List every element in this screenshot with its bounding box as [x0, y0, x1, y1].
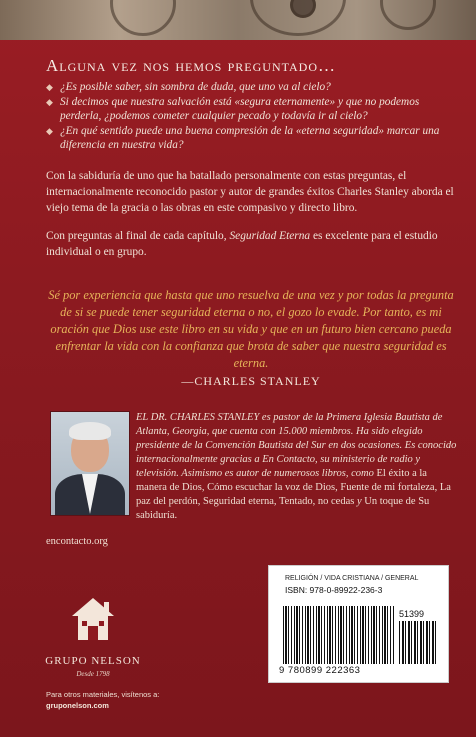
- publisher-since: Desde 1798: [76, 670, 110, 678]
- author-bio: [136, 411, 458, 523]
- more-info-text: Para otros materiales, visítenos a:: [46, 690, 160, 699]
- bio-last-book: Un toque de Su sabiduría.: [136, 496, 430, 521]
- book-title: Seguridad Eterna: [229, 230, 311, 242]
- barcode-isbn: ISBN: 978-0-89922-236-3: [285, 585, 383, 595]
- diamond-bullet-icon: ◆: [46, 97, 53, 107]
- cover-art-banner: [0, 0, 476, 40]
- house-logo-icon: [56, 594, 130, 644]
- barcode-number: 9 780899 222363: [279, 665, 361, 676]
- question-list: [46, 80, 456, 153]
- heading: Alguna vez nos hemos preguntado…: [46, 56, 336, 75]
- barcode-box: [268, 565, 449, 683]
- author-photo: [50, 411, 130, 516]
- bio-books: El éxito a la manera de Dios, Cómo escuchar la voz de Dios, Fuente de mi fortaleza, La paz del perdón, Seguridad eterna, Tentado, no cedas: [136, 468, 451, 507]
- question-text: ¿En qué sentido puede una buena compresión de la «eterna seguridad» marcar una diferencia en nuestra vida?: [60, 125, 440, 151]
- study-text-before: Con preguntas al final de cada capítulo,: [46, 230, 230, 242]
- question-item: [46, 95, 456, 123]
- barcode-addon-bars-icon: [399, 621, 437, 664]
- photo-hair: [69, 422, 111, 440]
- barcode-price-code: 51399: [399, 609, 425, 619]
- study-paragraph: [46, 228, 456, 260]
- publisher-url[interactable]: gruponelson.com: [46, 701, 109, 710]
- diamond-bullet-icon: ◆: [46, 82, 53, 92]
- website-link[interactable]: encontacto.org: [46, 536, 108, 547]
- quote-attribution: —CHARLES STANLEY: [181, 374, 321, 388]
- question-text: Si decimos que nuestra salvación está «segura eternamente» y que no podemos perderla, ¿podemos cometer cualquier pecado y todavía ir al cielo?: [60, 96, 420, 122]
- question-text: ¿Es posible saber, sin sombra de duda, que uno va al cielo?: [60, 81, 331, 93]
- study-text-after: es excelente para el estudio individual o en grupo.: [46, 230, 438, 258]
- bio-intro: EL DR. CHARLES STANLEY es pastor de la Primera Iglesia Bautista de Atlanta, Georgia, que cuenta con 15.000 miembros. Ha sido elegido presidente de la Convención Bautista del Sur en dos ocasiones. Es conocido internacionalmente gracias a En Contacto, su ministerio de radio y televisión. Asimismo es autor de numerosos libros, como: [136, 412, 457, 479]
- diamond-bullet-icon: ◆: [46, 126, 53, 136]
- description-paragraph: Con la sabiduría de uno que ha batallado personalmente con estas preguntas, el internacionalmente reconocido pastor y autor de grandes éxitos Charles Stanley aborda el viejo tema de la gracia o las obras en este compasivo y directo libro.: [46, 170, 454, 214]
- barcode-category: RELIGIÓN / VIDA CRISTIANA / GENERAL: [285, 575, 419, 582]
- barcode-bars-icon: [283, 606, 395, 664]
- author-quote: Sé por experiencia que hasta que uno resuelva de una vez y por todas la pregunta de si se puede tener seguridad eterna o no, el gozo lo evade. Por tanto, es mi oración que Dios use este libro en su vida y que en un futuro bien cercano pueda enfrentar la vida con la confianza que brota de saber que nuestra seguridad es eterna.: [48, 288, 454, 370]
- publisher-name: GRUPO NELSON: [45, 655, 141, 667]
- bio-and: y: [354, 496, 365, 507]
- question-item: [46, 124, 456, 152]
- question-item: [46, 80, 456, 94]
